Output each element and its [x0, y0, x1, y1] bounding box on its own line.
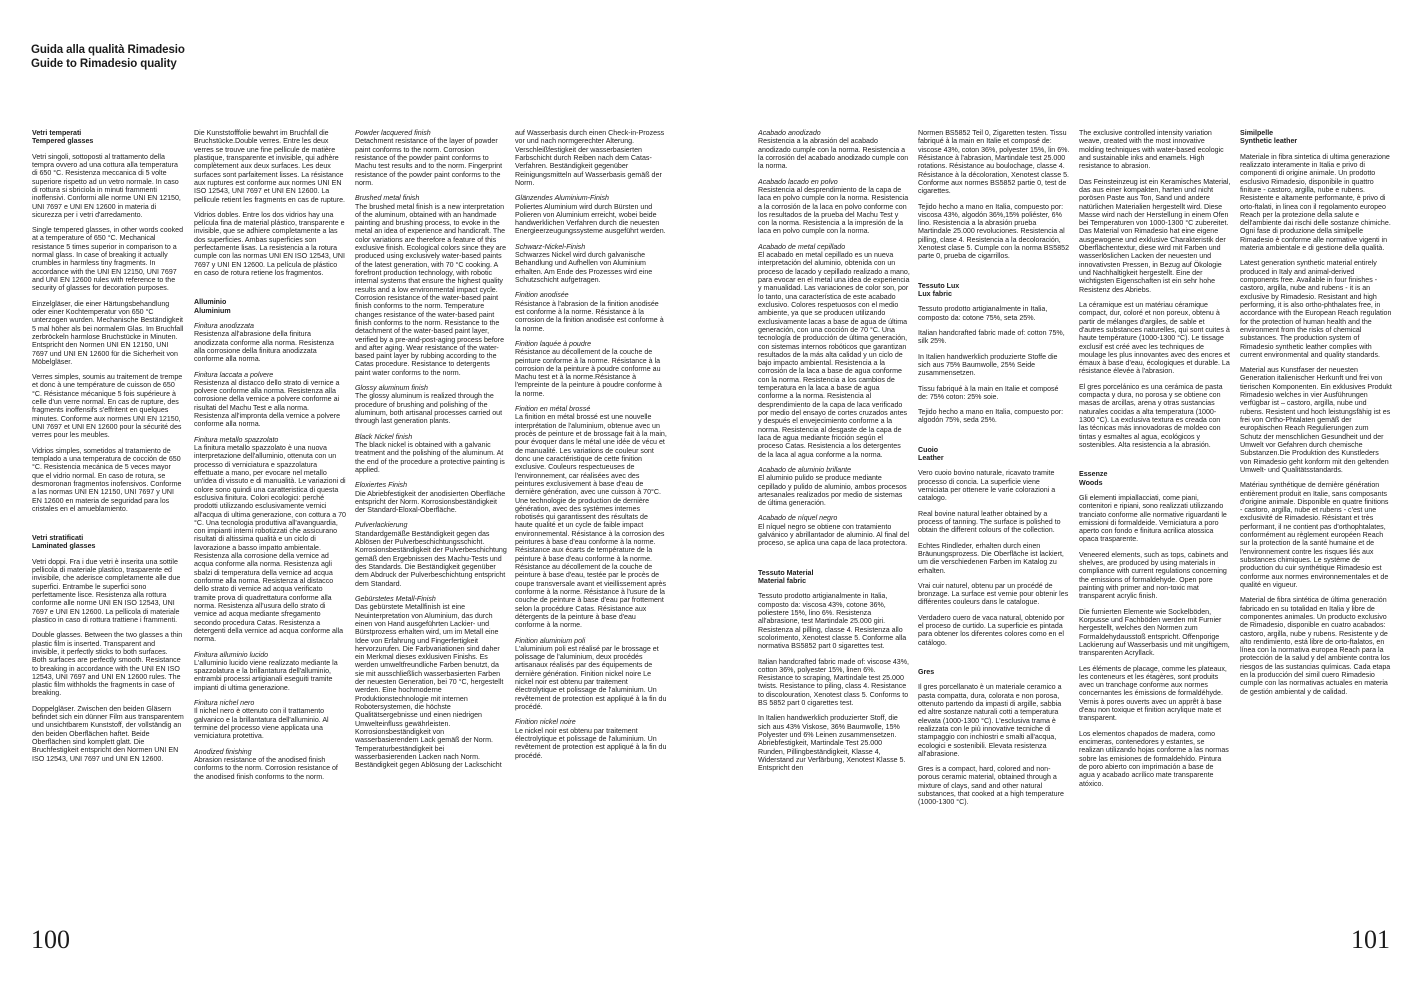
paragraph: Tessuto prodotto artigianalmente in Italia, composto da: viscosa 43%, cotone 36%, poliestere 15%, lino 6%. Resistenza all'abrasione, test Martindale 25.000 giri. Resistenza al pilling, classe 4. Resistenza allo scolorimento, Xenotest classe 5. Conforme alla normativa BS5852 part 0 sigarettes test. — [758, 592, 907, 651]
paragraph: In Italien handwerklich produzierte Stoffe die sich aus 75% Baumwolle, 25% Seide zusammensetzen. — [918, 352, 1058, 378]
paragraph: Die furnierten Elemente wie Sockelböden, Korpusse und Fachböden werden mit Furnier hergestellt, welches den Normen zum Formaldehydausstoß entspricht. Offenporige Lackierung auf Wasserbasis und mit ungiftigem, transparenten Acryllack. — [1079, 607, 1230, 658]
paragraph: Resistenza al distacco dello strato di vernice a polvere conforme alla norma. Resistenza alla corrosione della vernice a polvere conforme ai risultati del Machu Test e alla norma. Resistenza all'impronta della vernice a polvere conforme alla norma. — [194, 378, 341, 429]
paragraph: Die Kunststofffolie bewahrt im Bruchfall die Bruchstücke.Double verres. Entre les deux verres se trouve une fine pellicule de matière plastique, transparente et invisible, qui adhère complètement aux deux surfaces. Les deux surfaces sont parfaitement lisses. La résistance aux ruptures est conforme aux normes UNI EN ISO 12543, UNI 7697 et UNI EN 12600. La pellicule retient les fragments en cas de rupture. — [194, 129, 346, 204]
paragraph: Tessuto prodotto artigianalmente in Italia, composto da: cotone 75%, seta 25%. — [918, 305, 1048, 322]
page-number-left: 100 — [31, 925, 70, 954]
finish-subheading: Glossy aluminum finish — [355, 384, 428, 393]
finish-subheading: Black Nickel finish — [355, 432, 413, 441]
finish-subheading: Schwarz-Nickel-Finish — [515, 242, 586, 251]
paragraph: Echtes Rindleder, erhalten durch einen Bräunungsprozess. Die Oberfläche ist lackiert, um die verschiedenen Farben im Katalog zu erhalten. — [918, 541, 1064, 575]
paragraph: Tejido hecho a mano en Italia, compuesto por: viscosa 43%, algodón 36%,15% poliéster, 6% lino. Resistencia a la abrasión prueba Martindale 25.000 revoluciones. Resistencia al pilling, clase 4. Resistencia a la decoloración, Xenotest clase 5. Cumple con la norma BS5852 parte 0, prueba de cigarrillos. — [918, 202, 1070, 261]
section-spacer — [194, 284, 346, 298]
paragraph: Resistenza all'abrasione della finitura anodizzata conforme alla norma. Resistenza alla corrosione della finitura anodizzata conforme alla norma. — [194, 330, 334, 364]
finish-subheading: Finition aluminium poli — [515, 636, 586, 645]
paragraph: Latest generation synthetic material entirely produced in Italy and animal-derived components free. Available in four finishes - castoro, argilla, nube and rubens - it is an exclusive by Rimadesio. Resistant and high performing, it is also ortho-phthalates free, in accordance with the European Reach regulation for the protection of human health and the environment from the risks of chemical substances. The production system of Rimadesio synthetic leather complies with current environmental and quality standards. — [1240, 259, 1392, 359]
finish-subheading: Acabado de metal cepillado — [758, 242, 846, 251]
page-number-right: 101 — [1351, 925, 1390, 954]
paragraph: The glossy aluminum is realized through the procedure of brushing and polishing of the aluminum, both artisanal processes carried out through last generation plants. — [355, 392, 503, 426]
section-heading: Alluminio — [194, 298, 227, 307]
section-heading-translation: Gres — [918, 668, 935, 676]
paragraph: Einzelgläser, die einer Härtungsbehandlung oder einer Kochtemperatur von 650 °C unterzogen wurden. Mechanische Beständigkeit 5 mal höher als bei normalem Glas. Im Bruchfall zerbröckeln harmlose Bruchstücke in Minuten. Entspricht den Normen UNI EN 12150, UNI 7697 und UNI EN 12600 für die Sicherheit von Möbelgläser. — [32, 299, 184, 366]
finish-subheading: Gebürstetes Metall-Finish — [355, 594, 436, 603]
finish-subheading: Finition laquée à poudre — [515, 339, 592, 348]
section-heading: Vetri temperati — [32, 129, 82, 137]
text-column-3 — [355, 129, 507, 929]
paragraph: L'alluminio lucido viene realizzato mediante la spazzolatura e la brillantatura dell'alluminio, entrambi processi artigianali eseguiti tramite impianti di ultima generazione. — [194, 658, 338, 692]
paragraph: Il gres porcellanato è un materiale ceramico a pasta compatta, dura, colorata e non porosa, ottenuto partendo da impasti di argille, sabbia ed altre sostanze naturali cotti a temperatura elevata (1000-1300 °C). L'esclusiva trama è realizzata con le più innovative tecniche di stampaggio con inchiostri e smalti all'acqua, ecologici e sostenibili. Elevata resistenza all'abrasione. — [918, 683, 1062, 758]
paragraph: Das Feinsteinzeug ist ein Keramisches Material, das aus einer kompakten, harten und nicht porösen Paste aus Ton, Sand und andere natürlichen Materialien hergestellt wird. Diese Masse wird nach der Herstellung in einem Ofen bei Temperaturen von 1000-1300 °C zubereitet. Das Material von Rimadesio hat eine eigene ausgewogene und exklusive Charakteristik der Oberflächentextur, diese wird mit Farben und wasserlöslichen Lacken der neuesten und innovativsten Pressen, in Bezug auf Ökologie und Nachhaltigkeit hergestellt. Eine der wichtigsten Eigenschaften ist ein sehr hohe Resistenz des Abriebs. — [1079, 177, 1231, 294]
section-heading-translation: Lux fabric — [918, 290, 952, 298]
finish-subheading: Eloxiertes Finish — [355, 481, 408, 490]
finish-subheading: Anodized finishing — [194, 747, 252, 756]
section-heading-translation: Leather — [918, 454, 944, 463]
paragraph: Real bovine natural leather obtained by a process of tanning. The surface is polished to obtain the different colours of the collection. — [918, 509, 1061, 535]
finish-subheading: Glänzendes Aluminium-Finish — [515, 194, 609, 203]
paragraph: Das gebürstete Metallfinish ist eine Neuinterpretation von Aluminium, das durch einen von Hand ausgeführten Lackier- und Bürstprozess erhalten wird, um im Metall eine Idee von Erfahrung und Fingerfertigkeit hervorzurufen. Die Farbvariationen sind daher ein Merkmal dieses exklusiven Finishs. Es werden umweltfreundliche Farben benutzt, da sie mit ausschließlich wasserbasierten Farben der neuesten Generation, bei 70 °C, hergestellt werden. Eine hochmoderne Produktionstechnologie mit internen Robotersystemen, die höchste Qualitätsergebnisse und einen niedrigen Umwelteinfluss gewährleisten. Korrosionsbeständigkeit von wasserbasierendem Lack gemäß der Norm. Temperaturbeständigkeit bei wasserbasierenden Lacken nach Norm. Beständigkeit gegen Ablösung der Lackschicht — [355, 603, 504, 770]
finish-subheading: Finitura alluminio lucido — [194, 650, 269, 659]
section-spacer — [758, 555, 910, 569]
paragraph: Les éléments de placage, comme les plateaux, les conteneurs et les étagères, sont produits avec un tranchage conforme aux normes concernantes les émissions de formaldéhyde. Vernis à pores ouverts avec un apprêt à base d'eau non toxique et finition acrylique mate et transparent. — [1079, 664, 1227, 723]
paragraph: El acabado en metal cepillado es un nueva interpretación del aluminio, obtenida con un proceso de lacado y cepillado realizado a mano, para evocar en el metal una idea de experiencia y manualidad. Las variaciones de color son, por lo tanto, una característica de este acabado exclusivo. Colores respetuosos con el medio ambiente, ya que se producen utilizando exclusivamente lacas a base de agua de última generación, con una cocción de 70 °C. Una tecnología de producción de última generación, con sistemas internos robóticos que garantizan resultados de la más alta calidad y un ciclo de bajo impacto ambiental. Resistencia a la corrosión de la laca a base de agua conforme con la norma. Resistencia a los cambios de temperatura en la laca a base de agua conforme a la norma. Resistencia al desprendimiento de la capa de laca verificado por medio del ensayo de cortes cruzados antes y después el envejecimiento conforme a la norma. Resistencia al desgaste de la capa de laca de agua mediante fricción según el proceso Catas. Resistencia a los detergentes de la laca al agua conforme a la norma. — [758, 251, 910, 459]
paragraph: Schwarzes Nickel wird durch galvanische Behandlung und Aufhellen von Aluminium erhalten. Am Ende des Prozesses wird eine Schutzschicht aufgetragen. — [515, 251, 653, 284]
paragraph: Verdadero cuero de vaca natural, obtenido por el proceso de curtido. La superficie es pintada para obtener los diferentes colores como en el catálogo. — [918, 613, 1065, 647]
paragraph: The brushed metal finish is a new interpretation of the aluminum, obtained with an handmade painting and brushing process, to evoke in the metal an idea of experience and handicraft. The color variations are therefore a feature of this exclusive finish. Ecological colors since they are produced using exclusively water-based paints of the latest generation, with 70 °C cooking. A forefront production technology, with robotic internal systems that ensure the highest quality results and a low environmental impact cycle. Corrosion resistance of the water-based paint finish conforms to the norm. Temperature changes resistance of the water-based paint finish conforms to the norm. Resistance to the detachment of the water-based paint layer, verified by a pre-and-post-aging process before and after aging. Wear resistance of the water-based paint layer by rubbing according to the Catas procedure. Resistance to detergents paint water conforms to the norm. — [355, 202, 507, 377]
paragraph: El níquel negro se obtiene con tratamiento galvánico y abrillantador de aluminio. Al final del proceso, se aplica una capa de laca protectora. — [758, 522, 910, 548]
paragraph: Abrasion resistance of the anodised finish conforms to the norm. Corrosion resistance of the anodised finish conforms to the norm. — [194, 755, 338, 781]
finish-subheading: Brushed metal finish — [355, 194, 420, 203]
paragraph: Detachment resistance of the layer of powder paint conforms to the norm. Corrosion resistance of the powder paint conforms to Machu test results and to the norm. Fingerprint resistance of the powder paint conforms to the norm. — [355, 137, 503, 187]
paragraph: El aluminio pulido se produce mediante cepillado y pulido de aluminio, ambos procesos artesanales realizados por medio de sistemas de última generación. — [758, 474, 907, 508]
paragraph: Materiale in fibra sintetica di ultima generazione realizzato interamente in Italia e privo di componenti di origine animale. Un prodotto esclusivo Rimadesio, disponibile in quattro finiture - castoro, argilla, nube e rubens. Resistente e altamente performante, è privo di orto-ftalati, in linea con il regolamento europeo Reach per la protezione della salute e dell'ambiente dai rischi delle sostanze chimiche. Ogni fase di produzione della similpelle Rimadesio è conforme alle normative vigenti in materia ambientale e di gestione della qualità. — [1240, 152, 1391, 253]
paragraph: The exclusive controlled intensity variation weave, created with the most innovative molding techniques with water-based ecologic and sustainable inks and enamels. High resistance to abrasion. — [1079, 129, 1224, 171]
section-heading-translation: Tempered glasses — [32, 137, 94, 146]
section-heading: Similpelle — [1240, 129, 1274, 137]
paragraph: In Italien handwerklich produzierter Stoff, die sich aus 43% Viskose, 36% Baumwolle, 15% Polyester und 6% Leinen zusammensetzen. Abriebfestigkeit, Martindale Test 25.000 Runden, Pillingbeständigkeit, Klasse 4, Widerstand zur Verfärbung, Xenotest Klasse 5. Entspricht den — [758, 714, 906, 773]
paragraph: Italian handcrafted fabric made of: cotton 75%, silk 25%. — [918, 328, 1065, 346]
finish-subheading: Finition nickel noire — [515, 718, 576, 727]
paragraph: Poliertes Aluminium wird durch Bürsten und Polieren von Aluminium erreicht, wobei beide handwerklichen Verfahren durch die neuesten Energieerzeugungssysteme ausgeführt werden. — [515, 202, 666, 236]
section-heading-translation: Woods — [1079, 478, 1103, 487]
section-heading: Vetri stratificati — [32, 534, 84, 543]
section-heading: Tessuto Material — [758, 568, 814, 577]
paragraph: Veneered elements, such as tops, cabinets and shelves, are produced by using materials in compliance with current regulations concerning the emissions of formaldehyde. Open pore painting with primer and non-toxic mat transparent acrylic finish. — [1079, 550, 1229, 601]
paragraph: Le nickel noir est obtenu par traitement électrolytique et polissage de l'aluminium. Un revêtement de protection est appliqué à la fin du procédé. — [515, 726, 667, 760]
finish-subheading: Acabado anodizado — [758, 129, 821, 137]
section-heading: Essenze — [1079, 470, 1108, 479]
section-heading: Cuoio — [918, 445, 939, 454]
paragraph: Vidrios dobles. Entre los dos vidrios hay una película fina de material plástico, transparente e invisible, que se adhiere completamente a las dos superficies. Ambas superficies son perfectamente lisas. La resistencia a la rotura cumple con las normas UNI EN ISO 12543, UNI 7697 y UNI EN 12600. La película de plástico en caso de rotura retiene los fragmentos. — [194, 210, 345, 277]
section-spacer — [918, 268, 1070, 282]
section-heading-translation: Laminated glasses — [32, 542, 96, 551]
finish-subheading: Powder lacquered finish — [355, 129, 431, 137]
paragraph: Résistance au décollement de la couche de peinture conforme à la norme. Résistance à la corrosion de la peinture à poudre conforme au Machu test et à la norme.Résistance à l'empreinte de la peinture à poudre conforme à la norme. — [515, 348, 662, 398]
section-spacer — [32, 520, 184, 534]
paragraph: Vetri singoli, sottoposti al trattamento della tempra ovvero ad una cottura alla temperatura di 650 °C. Resistenza meccanica di 5 volte superiore rispetto ad un vetro normale. In caso di rottura si sbriciola in minuti frammenti inoffensivi. Conformi alle norme UNI EN 12150, UNI 7697 e UNI EN 12600 in materia di sicurezza per i vetri d'arredamento. — [32, 152, 181, 219]
paragraph: Résistance à l'abrasion de la finition anodisée est conforme à la norme. Résistance à la corrosion de la finition anodisée est conforme à la norme. — [515, 299, 664, 333]
section-spacer — [918, 432, 1070, 446]
title-english: Guide to Rimadesio quality — [31, 58, 177, 70]
paragraph: La finitura metallo spazzolato è una nuova interpretazione dell'alluminio, ottenuta con un processo di verniciatura e spazzolatura effettuate a mano, per evocare nel metallo un'idea di vissuto e di manualità. Le variazioni di colore sono quindi una caratteristica di questa esclusiva finitura. Colori ecologici: perché prodotti utilizzando esclusivamente vernici all'acqua di ultima generazione, con cottura a 70 °C. Una tecnologia produttiva all'avanguardia, con impianti interni robotizzati che assicurano risultati di altissima qualità e un ciclo di lavorazione a basso impatto ambientale. Resistenza alla corrosione della vernice ad acqua conforme alla norma. Resistenza agli sbalzi di temperatura della vernice ad acqua conforme alla norma. Resistenza al distacco dello strato di vernice ad acqua verificato tramite prova di quadrettatura conforme alla norma. Resistenza all'usura dello strato di vernice ad acqua mediante sfregamento secondo procedura Catas. Resistenza a detergenti della vernice ad acqua conforme alla norma. — [194, 444, 346, 644]
text-column-5 — [758, 129, 910, 929]
section-heading-translation: Aluminium — [194, 306, 231, 315]
paragraph: Resistencia a la abrasión del acabado anodizado cumple con la norma. Resistencia a la corrosión del acabado anodizado cumple con la norma. — [758, 137, 909, 171]
text-column-2 — [194, 129, 346, 929]
section-spacer — [918, 654, 1070, 668]
paragraph: Italian handcrafted fabric made of: viscose 43%, cotton 36%, polyester 15%, linen 6%. Resistance to scraping, Martindale test 25.000 twists. Resistance to piling, class 4. Resistance to discolouration, Xenotest class 5. Conforms to BS 5852 part 0 cigarettes test. — [758, 657, 910, 708]
paragraph: Single tempered glasses, in other words cooked at a temperature of 650 °C. Mechanical resistance 5 times superior in comparison to a normal glass. In case of breaking it actually crumbles in harmless tiny fragments. In accordance with the UNI EN 12150, UNI 7697 and UNI EN 12600 rules with reference to the security of glasses for decoration purposes. — [32, 226, 184, 293]
finish-subheading: Pulverlackierung — [355, 521, 408, 530]
finish-subheading: Acabado de aluminio brillante — [758, 465, 852, 474]
paragraph: El gres porcelánico es una cerámica de pasta compacta y dura, no porosa y se obtiene con masas de arcillas, arena y otras sustancias naturales cocidas a alta temperatura (1000-1300 °C). La exclusiva textura es creada con las técnicas más innovadoras de moldeo con tintas y esmaltes al agua, ecológicos y sostenibles. Alta resistencia a la abrasión. — [1079, 382, 1223, 449]
paragraph: Material aus Kunstfaser der neuesten Generation italienischer Herkunft und frei von tierischen Komponenten. Ein exklusives Produkt Rimadesio welches in vier Ausführungen verfügbar ist – castoro, argilla, nube und rubens. Resistent und hoch leistungsfähig ist es frei von Ortho-Phtalaten gemäß der europäischen Reach Regulierungen zum Schutz der menschlichen Gesundheit und der Umwelt vor Gefahren durch chemische Substanzen.Die Produktion des Kunstleders von Rimadesio geht konform mit den geltenden Umwelt- und Qualitätsstandards. — [1240, 366, 1392, 474]
text-column-6 — [918, 129, 1070, 929]
paragraph: Vero cuoio bovino naturale, ricavato tramite processo di concia. La superficie viene verniciata per ottenere le varie colorazioni a catalogo. — [918, 469, 1056, 503]
paragraph: Doppelgläser. Zwischen den beiden Gläsern befindet sich ein dünner Film aus transparentem und unsichtbarem Kunststoff, der vollständig an den beiden Oberflächen haftet. Beide Oberflächen sind komplett glatt. Die Bruchfestigkeit entspricht den Normen UNI EN ISO 12543, UNI 7697 und UNI EN 12600. — [32, 704, 184, 763]
finish-subheading: Acabado de níquel negro — [758, 514, 838, 523]
paragraph: Die Abriebfestigkeit der anodisierten Oberfläche entspricht der Norm. Korrosionsbeständigkeit der Standard-Eloxal-Oberfläche. — [355, 489, 506, 515]
paragraph: La finition en métal brossé est une nouvelle interprétation de l'aluminium, obtenue avec un procès de peinture et de brossage fait à la main, pour évoquer dans le métal une idée de vécu et de manualité. Les variations de couleur sont donc une caractéristique de cette finition exclusive. Couleurs respectueuses de l'environnement, car réalisées avec des peintures exclusivement à base d'eau de dernière génération, avec une cuisson à 70°C. Une technologie de production de dernière génération, avec des systèmes internes robotisés qui garantissent des résultats de haute qualité et un cycle de faible impact environnemental. Résistance à la corrosion des peintures à base d'eau conforme à la norme. Résistance aux écarts de température de la peinture à base d'eau conforme à la norme. Résistance au décollement de la couche de peinture à base d'eau, testée par le procès de coupe transversale avant et vieillissement après conforme à la norme. Résistance à l'usure de la couche de peinture à base d'eau par frottement selon la procédure Catas. Résistance aux détergents de la peinture à base d'eau conforme à la norme. — [515, 413, 667, 630]
section-heading-translation: Material fabric — [758, 577, 807, 585]
paragraph: Normen BS5852 Teil 0, Zigaretten testen. Tissu fabriqué à la main en Italie et composé de: viscose 43%, coton 36%, polyester 15%, lin 6%. Résistance à l'abrasion, Martindale test 25.000 rotations. Résistance au boulochage, classe 4. Résistance à la décoloration, Xenotest classe 5. Conforme aux normes BS5852 partie 0, test de cigarettes. — [918, 129, 1070, 196]
paragraph: Resistencia al desprendimiento de la capa de laca en polvo cumple con la norma. Resistencia a la corrosión de la laca en polvo conforme con los resultados de la prueba del Machu Test y con la norma. Resistencia a la impresión de la laca en polvo cumple con la norma. — [758, 185, 909, 236]
text-column-4 — [515, 129, 667, 929]
section-heading: Tessuto Lux — [918, 281, 960, 290]
finish-subheading: Finitura nichel nero — [194, 699, 255, 708]
paragraph: auf Wasserbasis durch einen Check-in-Prozess vor und nach normgerechter Alterung. Verschleißfestigkeit der wasserbasierten Farbschicht durch Reiben nach dem Catas-Verfahren. Beständigkeit gegenüber Reinigungsmitteln auf Wasserbasis gemäß der Norm. — [515, 129, 665, 187]
finish-subheading: Finitura metallo spazzolato — [194, 435, 279, 444]
paragraph: Tejido hecho a mano en Italia, compuesto por: algodón 75%, seda 25%. — [918, 408, 1064, 425]
paragraph: Standardgemäße Beständigkeit gegen das Ablösen der Pulverbeschichtungsschicht. Korrosionsbeständigkeit der Pulverbeschichtung gemäß den Ergebnissen des Machu-Tests und des Standards. Die Beständigkeit gegenüber dem Abdruck der Pulverbeschichtung entspricht dem Standard. — [355, 529, 507, 588]
paragraph: Gli elementi impiallacciati, come piani, contenitori e ripiani, sono realizzati utilizzando tranciato conforme alle normative riguardanti le emissioni di formaldeide. Verniciatura a poro aperto con fondo e finitura acrilica atossica opaca trasparente. — [1079, 493, 1227, 544]
paragraph: Material de fibra sintética de última generación fabricado en su totalidad en Italia y libre de componentes animales. Un producto exclusivo de Rimadesio, disponible en cuatro acabados: castoro, argilla, nube y rubens. Resistente y de alto rendimiento, está libre de orto-ftalatos, en línea con la normativa europea Reach para la protección de la salud y del ambiente contra los riesgos de las sustancias químicas. Cada etapa en la producción del simil cuero Rimadesio cumple con las normativas actuales en materia de gestión ambiental y de calidad. — [1240, 596, 1391, 696]
paragraph: Vrai cuir naturel, obtenu par un procédé de bronzage. La surface est vernie pour obtenir les différentes couleurs dans le catalogue. — [918, 581, 1069, 607]
section-heading-translation: Synthetic leather — [1240, 137, 1298, 146]
text-column-7 — [1079, 129, 1231, 929]
finish-subheading: Finition anodisée — [515, 291, 569, 300]
paragraph: Il nichel nero è ottenuto con il trattamento galvanico e la brillantatura dell'alluminio. Al termine del processo viene applicata una verniciatura protettiva. — [194, 707, 329, 741]
section-spacer — [1079, 456, 1231, 470]
paragraph: Tissu fabriqué à la main en Italie et composé de: 75% coton: 25% soie. — [918, 384, 1059, 401]
paragraph: Verres simples, soumis au traitement de trempe et donc à une température de cuisson de 650 °C. Résistance mécanique 5 fois supérieure à celle d'un verre normal. En cas de rupture, des fragments inoffensifs s'effritent en quelques minutes. Conforme aux normes UNI EN 12150, UNI 7697 et UNI EN 12600 pour la sécurité des verres pour les meubles. — [32, 373, 183, 440]
paragraph: Gres is a compact, hard, colored and non-porous ceramic material, obtained through a mixture of clays, sand and other natural substances, that cooked at a high temperature (1000-1300 °C). — [918, 765, 1064, 807]
paragraph: Vetri doppi. Fra i due vetri è inserita una sottile pellicola di materiale plastico, trasparente ed invisibile, che aderisce completamente alle due superfici. Entrambe le superfici sono perfettamente lisce. Resistenza alla rottura conforme alle norme UNI EN ISO 12543, UNI 7697 e UNI EN 12600. La pellicola di materiale plastico in caso di rottura trattiene i frammenti. — [32, 557, 181, 624]
title-italian: Guida alla qualità Rimadesio — [31, 44, 185, 56]
finish-subheading: Acabado lacado en polvo — [758, 177, 838, 186]
paragraph: L'aluminium poli est réalisé par le brossage et polissage de l'aluminium, deux procédés artisanaux réalisés par des équipements de dernière génération. Finition nickel noire Le nickel noir est obtenu par traitement électrolytique et polissage de l'aluminium. Un revêtement de protection est appliqué à la fin du procédé. — [515, 644, 667, 711]
paragraph: Los elementos chapados de madera, como encimeras, contenedores y estantes, se realizan utilizando hojas conforme a las normas sobre las emisiones de formaldehído. Pintura de poro abierto con imprimación a base de agua y acabado acrílico mate transparente atóxico. — [1079, 729, 1229, 788]
paragraph: Matériau synthétique de dernière génération entièrement produit en Italie, sans composants d'origine animale. Disponible en quatre finitions - castoro, argilla, nube et rubens - c'est une exclusivité de Rimadesio. Résistant et très performant, il ne contient pas d'orthophtalates, conformément au règlement européen Reach sur la protection de la santé humaine et de l'environnement contre les risques liés aux substances chimiques. Le système de production du cuir synthétique Rimadesio est conforme aux normes environnementales et de qualité en vigueur. — [1240, 481, 1389, 589]
paragraph: La céramique est un matériau céramique compact, dur, coloré et non poreux, obtenu à partir de mélanges d'argiles, de sable et d'autres substances naturelles, qui sont cuites à haute température (1000-1300 °C). Le tissage exclusif est créé avec les techniques de moulage les plus innovantes avec des encres et émaux à base d'eau, écologiques et durable. La résistance élevée à l'abrasion. — [1079, 300, 1231, 376]
finish-subheading: Finitura anodizzata — [194, 321, 254, 330]
finish-subheading: Finition en métal brossé — [515, 405, 591, 414]
text-column-1 — [32, 129, 184, 929]
text-column-8 — [1240, 129, 1392, 929]
paragraph: Vidrios simples, sometidos al tratamiento de templado a una temperatura de cocción de 650 °C. Resistencia mecánica de 5 veces mayor que el vidrio normal. En caso de rotura, se desmoronan fragmentos inofensivos. Conforme a las normas UNI EN 12150, UNI 7697 y UNI EN 12600 en materia de seguridad para los cristales en el amueblamiento. — [32, 446, 182, 513]
finish-subheading: Finitura laccata a polvere — [194, 370, 274, 379]
paragraph: Double glasses. Between the two glasses a thin plastic film is inserted. Transparent and invisible, it perfectly sticks to both surfaces. Both surfaces are perfectly smooth. Resistance to breaking in accordance with the UNI EN ISO 12543, UNI 7697 and UNI EN 12600 rules. The plastic film withholds the fragments in case of breaking. — [32, 631, 183, 698]
spread-title — [31, 43, 185, 71]
paragraph: The black nickel is obtained with a galvanic treatment and the polishing of the aluminum. At the end of the procedure a protective painting is applied. — [355, 440, 505, 474]
